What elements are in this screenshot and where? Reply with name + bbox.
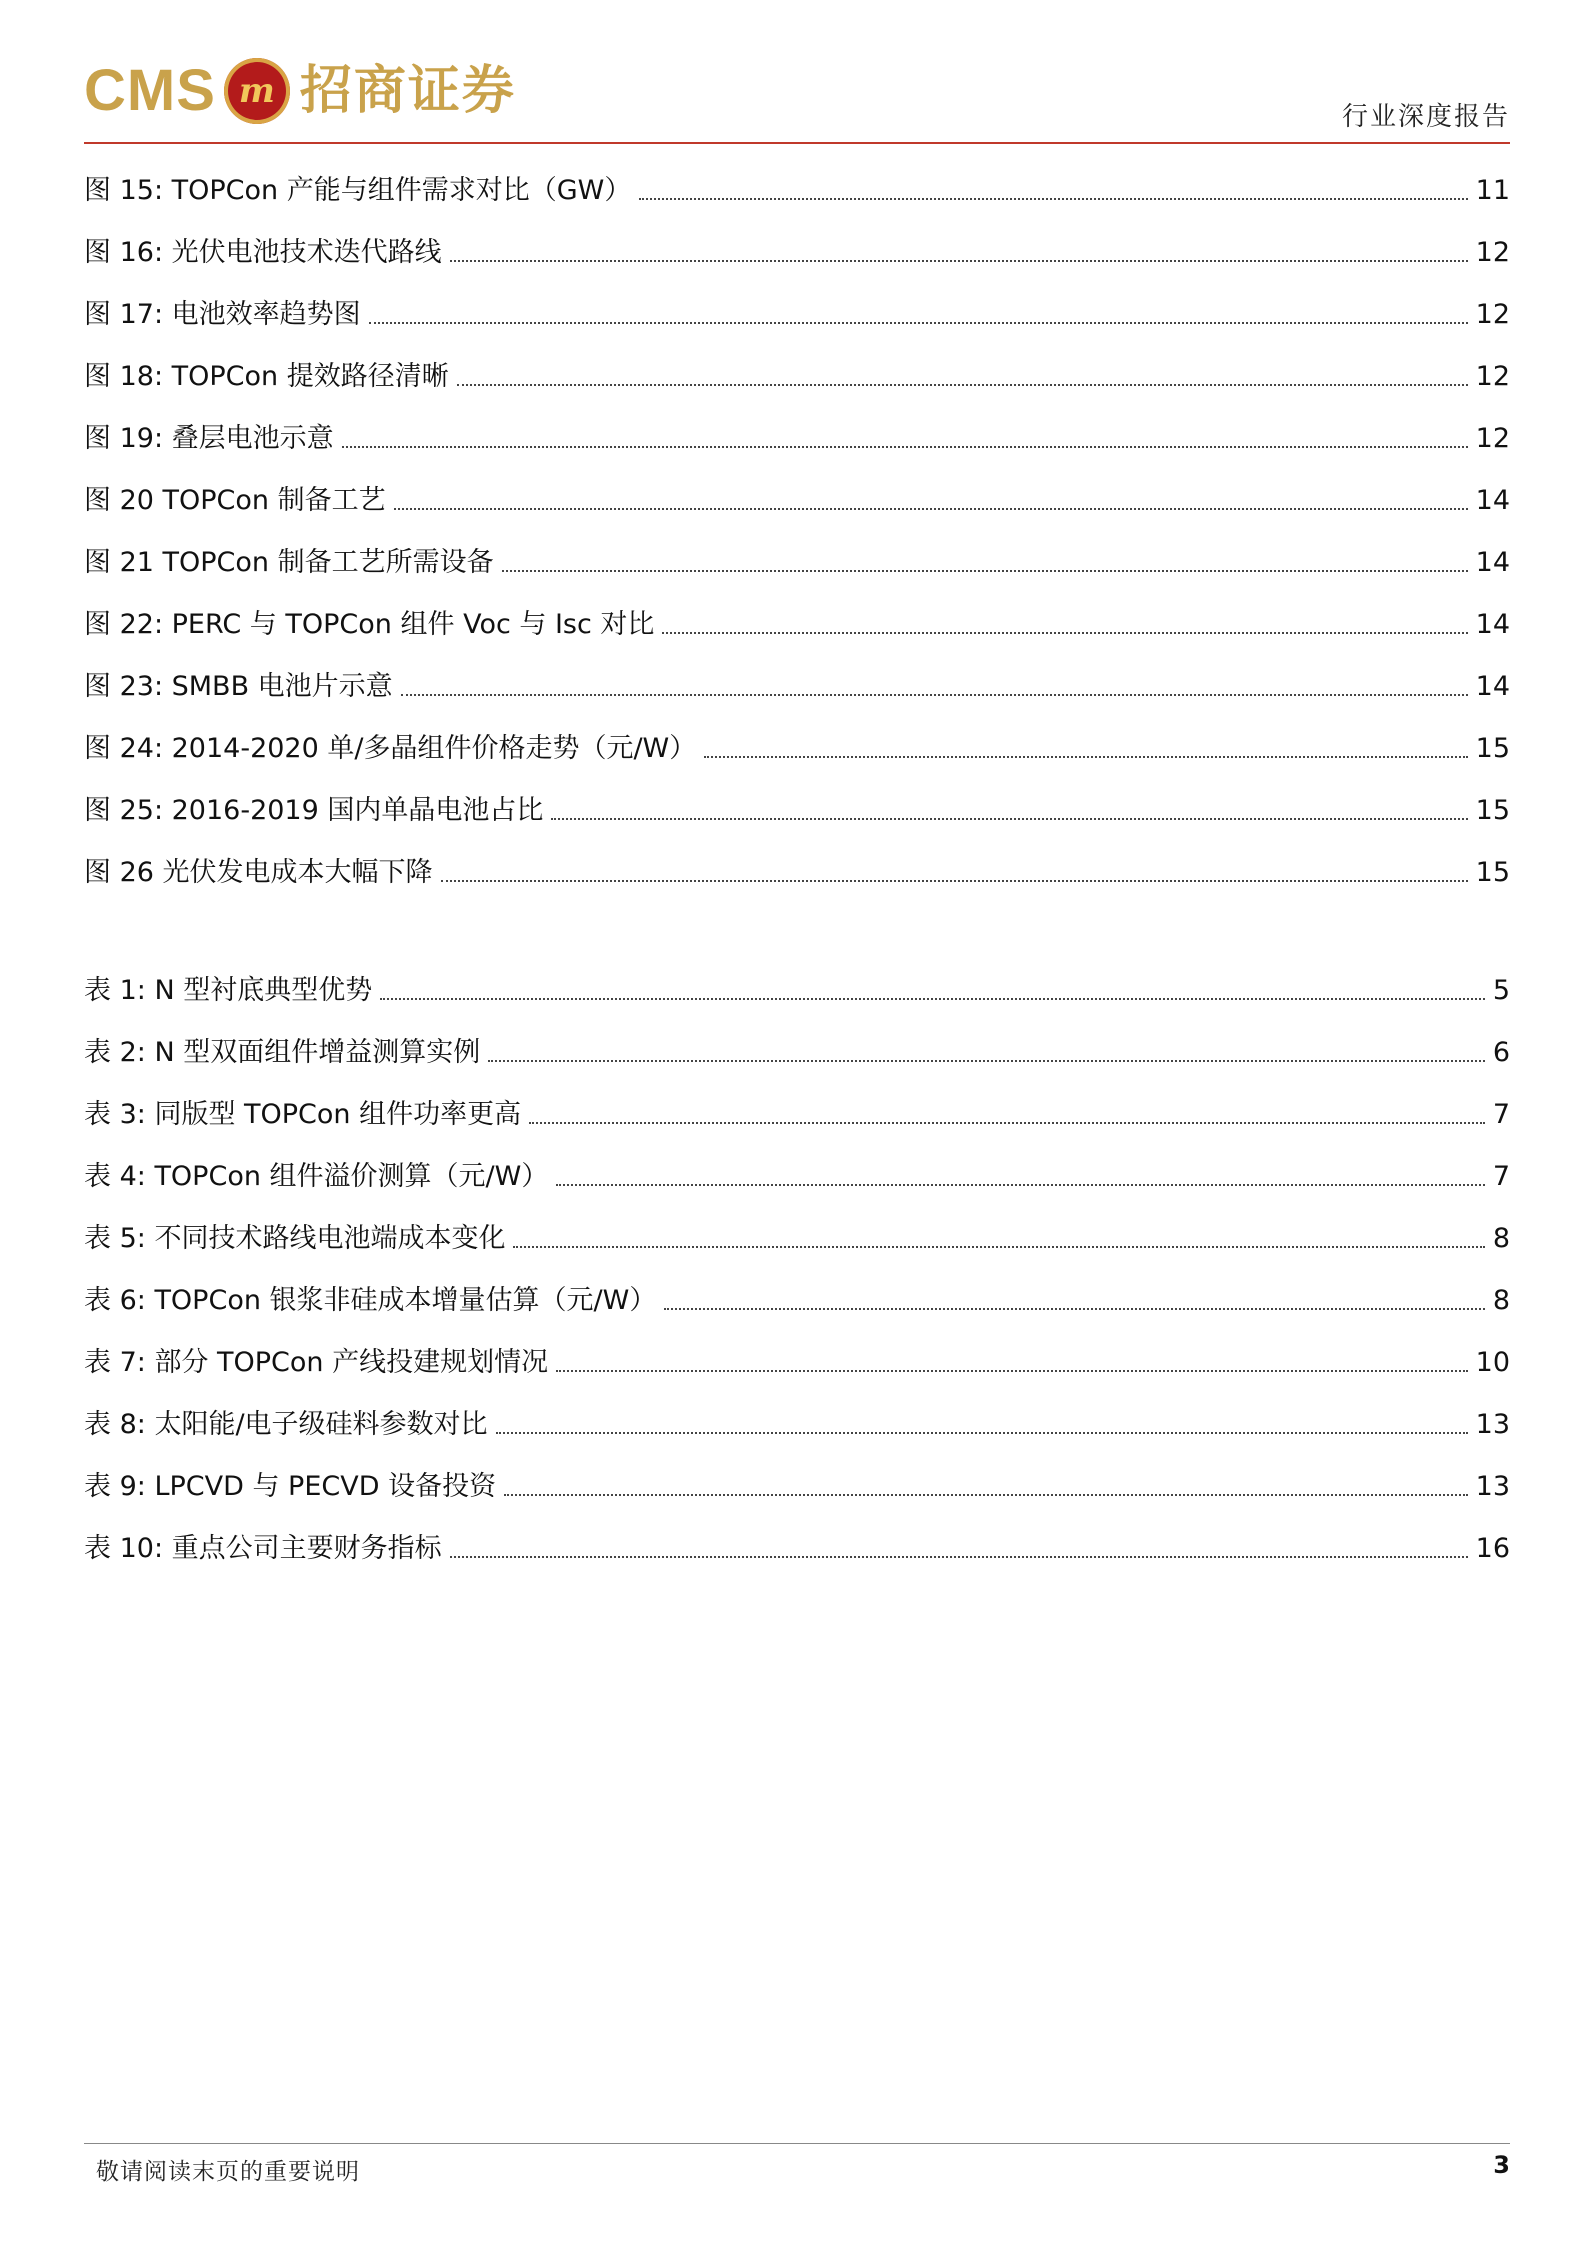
toc-entry-page: 8 xyxy=(1492,1223,1510,1254)
toc-entry-label: 图 22: PERC 与 TOPCon 组件 Voc 与 Isc 对比 xyxy=(84,609,655,640)
logo-emblem-icon: m xyxy=(224,58,290,124)
toc-entry-page: 11 xyxy=(1475,175,1510,206)
toc-entry-label: 表 1: N 型衬底典型优势 xyxy=(84,975,373,1006)
toc-entry[interactable] xyxy=(84,726,1510,766)
toc-entry[interactable] xyxy=(84,1464,1510,1504)
toc-leader-dots xyxy=(394,508,1468,510)
logo-chinese-name: 招商证券 xyxy=(299,60,516,121)
toc-entry-label: 图 16: 光伏电池技术迭代路线 xyxy=(84,237,442,268)
page-number: 3 xyxy=(1493,2151,1510,2179)
toc-leader-dots xyxy=(441,880,1468,882)
toc-entry[interactable] xyxy=(84,168,1510,208)
toc-entry[interactable] xyxy=(84,664,1510,704)
toc-entry[interactable] xyxy=(84,850,1510,890)
toc-leader-dots xyxy=(502,570,1468,572)
toc-entry-label: 表 10: 重点公司主要财务指标 xyxy=(84,1533,442,1564)
toc-entry-label: 图 25: 2016-2019 国内单晶电池占比 xyxy=(84,795,544,826)
company-logo xyxy=(84,58,516,124)
toc-entry[interactable] xyxy=(84,968,1510,1008)
toc-entry-label: 表 5: 不同技术路线电池端成本变化 xyxy=(84,1223,506,1254)
toc-leader-dots xyxy=(450,260,1468,262)
logo-cms-text: CMS xyxy=(84,58,216,123)
toc-leader-dots xyxy=(513,1246,1484,1248)
toc-entry[interactable] xyxy=(84,416,1510,456)
toc-entry-page: 12 xyxy=(1475,299,1510,330)
toc-entry[interactable] xyxy=(84,1092,1510,1132)
toc-entry[interactable] xyxy=(84,1278,1510,1318)
toc-leader-dots xyxy=(504,1494,1468,1496)
toc-entry-page: 10 xyxy=(1475,1347,1510,1378)
toc-entry-page: 12 xyxy=(1475,423,1510,454)
toc-leader-dots xyxy=(488,1060,1485,1062)
toc-entry-page: 14 xyxy=(1475,485,1510,516)
toc-entry[interactable] xyxy=(84,478,1510,518)
toc-entry-label: 图 18: TOPCon 提效路径清晰 xyxy=(84,361,449,392)
toc-entry-label: 图 23: SMBB 电池片示意 xyxy=(84,671,393,702)
toc-entry[interactable] xyxy=(84,1216,1510,1256)
toc-leader-dots xyxy=(369,322,1468,324)
toc-leader-dots xyxy=(664,1308,1484,1310)
toc-entry-page: 14 xyxy=(1475,609,1510,640)
toc-leader-dots xyxy=(342,446,1468,448)
toc-entry[interactable] xyxy=(84,602,1510,642)
toc-entry[interactable] xyxy=(84,292,1510,332)
toc-entry-label: 表 6: TOPCon 银浆非硅成本增量估算（元/W） xyxy=(84,1285,657,1316)
toc-entry-page: 5 xyxy=(1492,975,1510,1006)
header-divider xyxy=(84,142,1510,144)
toc-leader-dots xyxy=(401,694,1468,696)
toc-entry-page: 12 xyxy=(1475,361,1510,392)
toc-entry-label: 表 3: 同版型 TOPCon 组件功率更高 xyxy=(84,1099,522,1130)
footer-disclaimer-note: 敬请阅读末页的重要说明 xyxy=(96,2159,360,2185)
toc-entry-page: 13 xyxy=(1475,1471,1510,1502)
toc-entry-page: 14 xyxy=(1475,547,1510,578)
toc-entry-label: 图 17: 电池效率趋势图 xyxy=(84,299,361,330)
toc-leader-dots xyxy=(380,998,1485,1000)
page-header xyxy=(84,52,1510,144)
toc-entry[interactable] xyxy=(84,1340,1510,1380)
toc-entry-label: 图 20 TOPCon 制备工艺 xyxy=(84,485,386,516)
toc-entry-page: 15 xyxy=(1475,795,1510,826)
toc-entry-page: 7 xyxy=(1492,1161,1510,1192)
toc-entry-page: 12 xyxy=(1475,237,1510,268)
toc-entry-label: 表 8: 太阳能/电子级硅料参数对比 xyxy=(84,1409,488,1440)
toc-leader-dots xyxy=(496,1432,1468,1434)
toc-entry-page: 14 xyxy=(1475,671,1510,702)
toc-entry[interactable] xyxy=(84,540,1510,580)
toc-entry-page: 16 xyxy=(1475,1533,1510,1564)
toc-entry-page: 13 xyxy=(1475,1409,1510,1440)
toc-entry-label: 图 26 光伏发电成本大幅下降 xyxy=(84,857,433,888)
toc-entry-page: 15 xyxy=(1475,857,1510,888)
toc-entry-label: 图 15: TOPCon 产能与组件需求对比（GW） xyxy=(84,175,632,206)
toc-entry[interactable] xyxy=(84,1030,1510,1070)
toc-entry-label: 表 7: 部分 TOPCon 产线投建规划情况 xyxy=(84,1347,549,1378)
toc-entry-page: 15 xyxy=(1475,733,1510,764)
toc-entry-label: 表 9: LPCVD 与 PECVD 设备投资 xyxy=(84,1471,497,1502)
toc-leader-dots xyxy=(457,384,1468,386)
toc-leader-dots xyxy=(639,198,1467,200)
toc-leader-dots xyxy=(556,1370,1468,1372)
toc-entry-page: 8 xyxy=(1492,1285,1510,1316)
toc-entry[interactable] xyxy=(84,354,1510,394)
toc-entry[interactable] xyxy=(84,788,1510,828)
toc-entry[interactable] xyxy=(84,230,1510,270)
toc-entry-label: 表 4: TOPCon 组件溢价测算（元/W） xyxy=(84,1161,549,1192)
toc-leader-dots xyxy=(662,632,1467,634)
toc-entry-label: 图 21 TOPCon 制备工艺所需设备 xyxy=(84,547,494,578)
footer-divider xyxy=(84,2143,1510,2144)
toc-entry-label: 图 19: 叠层电池示意 xyxy=(84,423,334,454)
toc-entry-page: 7 xyxy=(1492,1099,1510,1130)
toc-leader-dots xyxy=(529,1122,1485,1124)
toc-leader-dots xyxy=(450,1556,1468,1558)
toc-leader-dots xyxy=(551,818,1467,820)
toc-leader-dots xyxy=(556,1184,1484,1186)
toc-leader-dots xyxy=(704,756,1467,758)
report-type-label: 行业深度报告 xyxy=(1341,102,1510,132)
toc-entry-page: 6 xyxy=(1492,1037,1510,1068)
toc-entry[interactable] xyxy=(84,1526,1510,1566)
toc-entry-label: 图 24: 2014-2020 单/多晶组件价格走势（元/W） xyxy=(84,733,697,764)
toc-entry[interactable] xyxy=(84,1402,1510,1442)
toc-entry[interactable] xyxy=(84,1154,1510,1194)
toc-entry-label: 表 2: N 型双面组件增益测算实例 xyxy=(84,1037,481,1068)
